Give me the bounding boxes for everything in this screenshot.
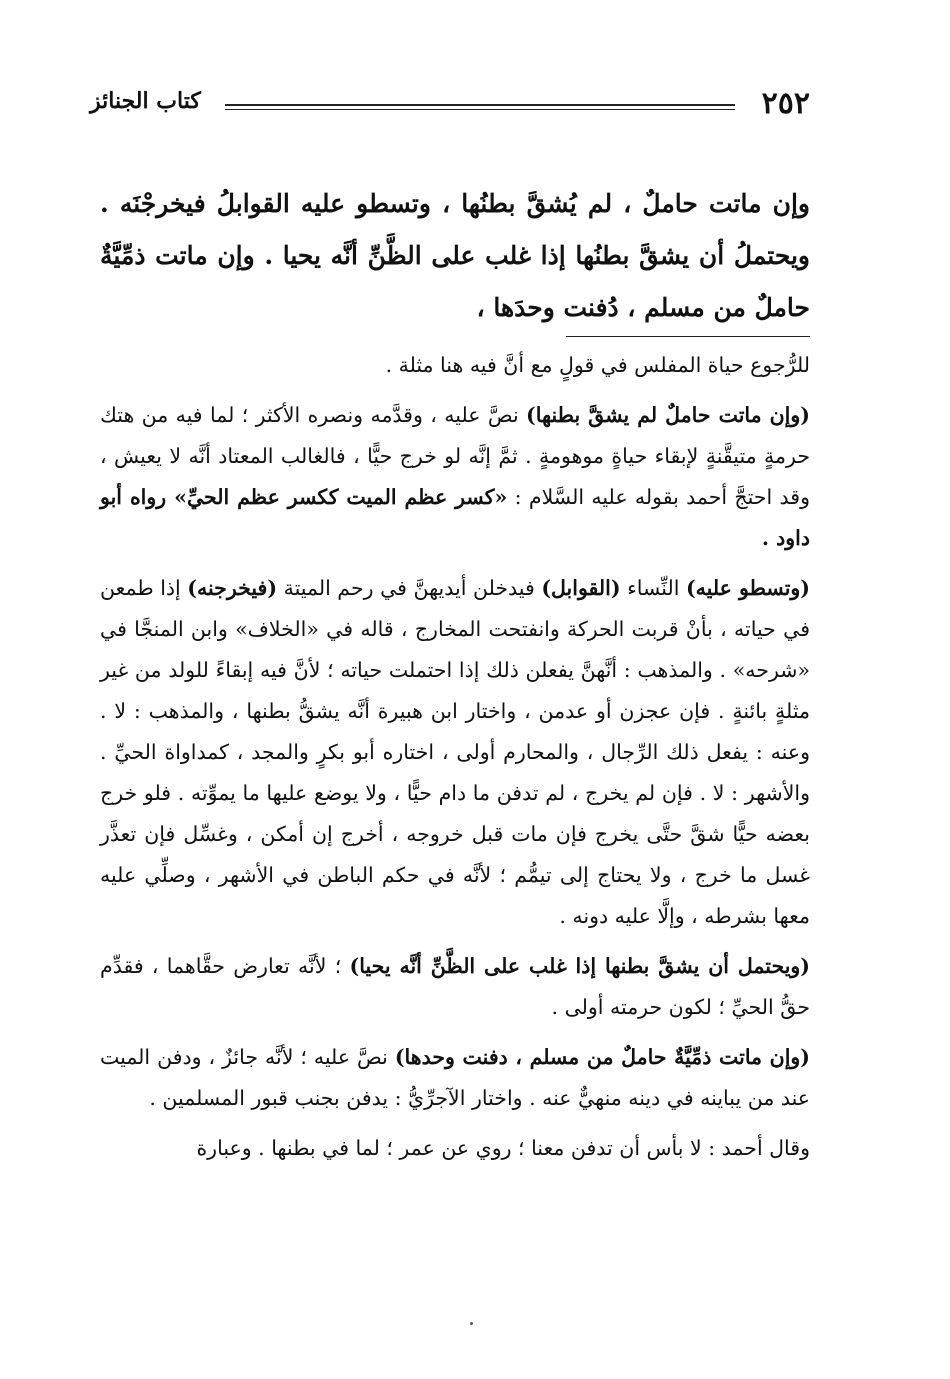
lemma: (القوابل) bbox=[541, 576, 621, 600]
book-title: كتاب الجنائز bbox=[90, 88, 201, 114]
commentary bbox=[100, 345, 810, 1178]
header-rule bbox=[225, 104, 735, 106]
lemma: (وإن ماتت ذمِّيَّةٌ حاملٌ من مسلم ، دفنت وحدها) bbox=[394, 1045, 810, 1069]
commentary-paragraph-0: للرُّجوع حياة المفلس في قولٍ مع أنَّ فيه هنا مثلة . bbox=[385, 353, 810, 377]
lemma: (وتسطو عليه) bbox=[685, 576, 810, 600]
lemma: (ويحتمل أن يشقَّ بطنها إذا غلب على الظَّنِّ أنَّه يحيا) bbox=[349, 954, 810, 978]
lemma: (وإن ماتت حاملٌ لم يشقَّ بطنها) bbox=[526, 403, 810, 427]
commentary-text: ؛ لأنَّه تعارض حقَّاهما ، فقدِّم حقُّ الحيِّ ؛ لكون حرمته أولى . bbox=[100, 954, 810, 1019]
matn-text: وإن ماتت حاملٌ ، لم يُشقَّ بطنُها ، وتسطو عليه القوابلُ فيخرجْنَه . ويحتملُ أن يشقَّ بطنُها إذا غلب على الظَّنِّ أنَّه يحيا . وإن ماتت ذمِّيَّةٌ حاملٌ من مسلم ، دُفنت وحدَها ، bbox=[100, 189, 810, 322]
commentary-paragraph-5: وقال أحمد : لا بأس أن تدفن معنا ؛ روي عن عمر ؛ لما في بطنها . وعبارة bbox=[196, 1136, 810, 1160]
page-header bbox=[90, 86, 810, 126]
commentary-text: النِّساء bbox=[620, 576, 686, 600]
commentary-paragraph-2 bbox=[100, 568, 810, 937]
lemma: (فيخرجنه) bbox=[187, 576, 278, 600]
footer-mark bbox=[470, 1322, 473, 1325]
commentary-text: نصَّ عليه ؛ لأنَّه جائزٌ ، ودفن الميت عند من يباينه في دينه منهيٌّ عنه . واختار الآجرِّيُّ : يدفن بجنب قبور المسلمين . bbox=[100, 1045, 810, 1110]
commentary-text: فيدخلن أيديهنَّ في رحم الميتة bbox=[277, 576, 542, 600]
commentary-paragraph-4 bbox=[100, 1037, 810, 1119]
header-rule-thin bbox=[225, 109, 735, 110]
commentary-text: إذا طمعن في حياته ، بأنْ قربت الحركة وانفتحت المخارج ، قاله في «الخلاف» وابن المنجَّا في «شرحه» . والمذهب : أنَّهنَّ يفعلن ذلك إذا احتملت حياته ؛ لأنَّ فيه إبقاءً للولد من غير مثلةٍ بائنةٍ . فإن عجزن أو عدمن ، واختار ابن هبيرة أنَّه يشقُّ بطنها ، والمذهب : لا . وعنه : يفعل ذلك الرِّجال ، والمحارم أولى ، اختاره أبو بكرٍ والمجد ، كمداواة الحيِّ . والأشهر : لا . فإن لم يخرج ، لم تدفن ما دام حيًّا ، ولا يوضع عليها ما يموِّته . فلو خرج بعضه حيًّا شقَّ حتَّى يخرج فإن مات قبل خروجه ، أخرج إن أمكن ، وغسِّل فإن تعذَّر غسل ما خرج ، ولا يحتاج إلى تيمُّم ؛ لأنَّه في حكم الباطن في الأشهر ، وصلِّي عليه معها بشرطه ، وإلَّا عليه دونه . bbox=[100, 576, 810, 928]
commentary-paragraph-1 bbox=[100, 395, 810, 559]
commentary-text: نصَّ عليه ، وقدَّمه ونصره الأكثر ؛ لما فيه من هتك حرمةٍ متيقَّنةٍ لإبقاء حياةٍ موهومةٍ . ثمَّ إنَّه لو خرج حيًّا ، فالغالب المعتاد أنَّه لا يعيش ، وقد احتجَّ أحمد بقوله عليه السَّلام : bbox=[100, 403, 811, 509]
hadith-quote: «كسر عظم الميت ككسر عظم الحيِّ» رواه أبو داود . bbox=[100, 485, 810, 550]
matn-sharh-divider bbox=[566, 336, 810, 337]
commentary-paragraph-3 bbox=[100, 946, 810, 1028]
page-number: ٢٥٢ bbox=[761, 86, 810, 121]
